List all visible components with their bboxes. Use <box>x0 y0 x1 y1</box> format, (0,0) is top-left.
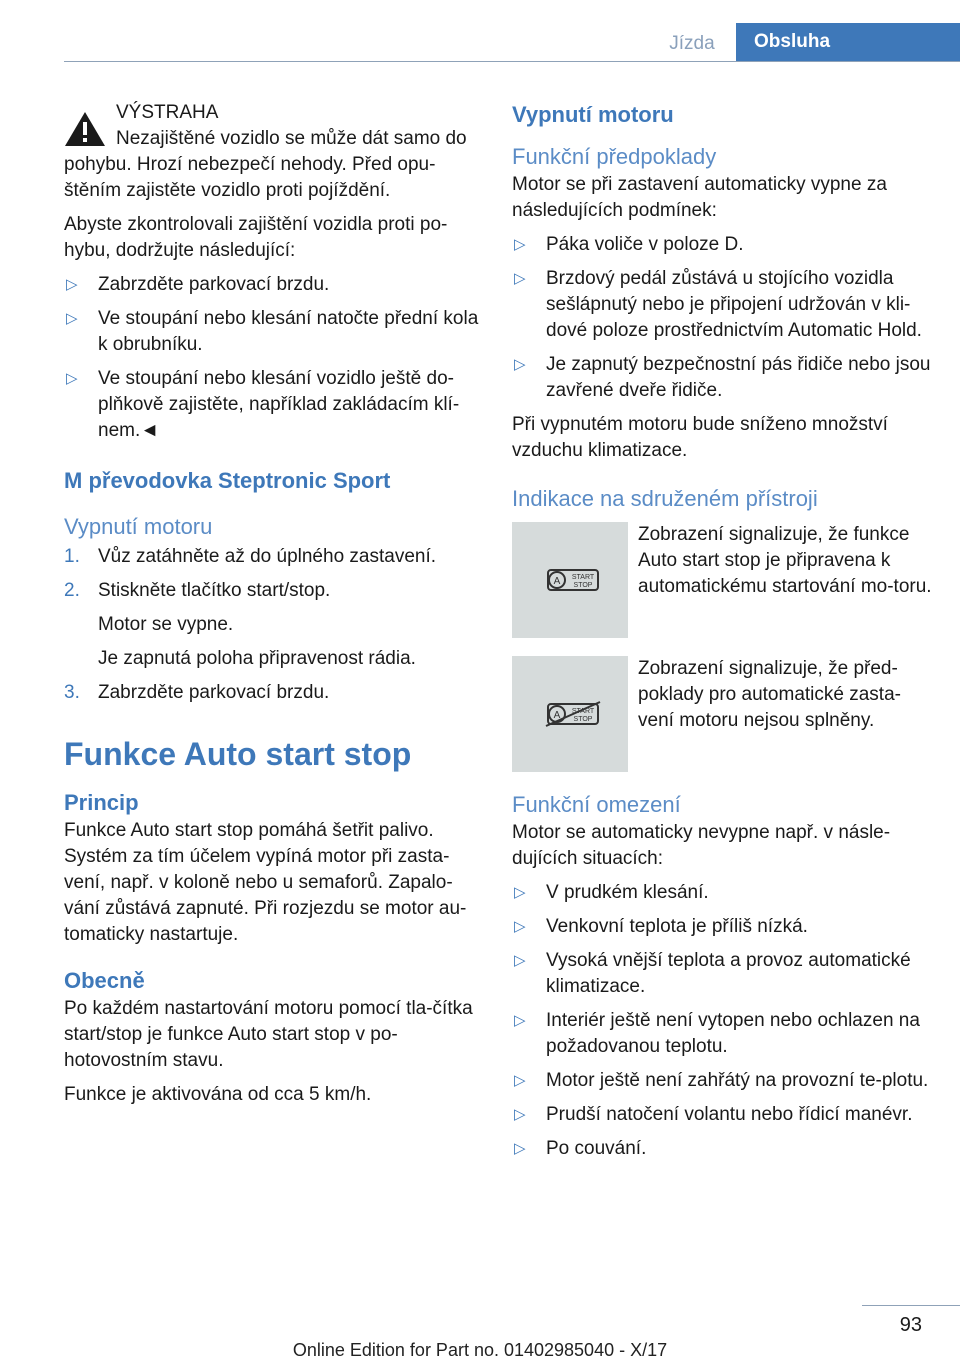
bullet-icon: ▷ <box>514 884 526 901</box>
principle-heading: Princip <box>64 790 139 815</box>
indicator-text-2: Zobrazení signalizuje, že před-poklady pro automatické zasta-vení motoru nejsou splněny. <box>638 658 901 731</box>
list-item <box>64 366 484 444</box>
list-item <box>512 266 932 344</box>
list-item-text: Zabrzděte parkovací brzdu. <box>98 274 330 295</box>
list-item <box>512 880 932 906</box>
auto-start-stop-off-icon <box>512 656 628 772</box>
step-text: Vůz zatáhněte až do úplného zastavení. <box>98 546 437 567</box>
step-sub-text: Je zapnutá poloha připravenost rádia. <box>98 648 416 669</box>
list-item <box>512 1102 932 1128</box>
bullet-icon: ▷ <box>514 356 526 373</box>
bullet-icon: ▷ <box>514 1072 526 1089</box>
step-text: Stiskněte tlačítko start/stop. <box>98 580 331 601</box>
header-rule <box>64 61 960 62</box>
auto-start-stop-icon <box>512 522 628 638</box>
step-number: 3. <box>64 682 80 703</box>
warning-icon <box>64 110 106 148</box>
bullet-icon: ▷ <box>514 952 526 969</box>
left-column <box>64 100 484 1116</box>
bullet-icon: ▷ <box>514 1140 526 1157</box>
general-text-1: Po každém nastartování motoru pomocí tla-čítka start/stop je funkce Auto start stop v po-hotovostním stavu. <box>64 998 473 1071</box>
list-item-text: V prudkém klesání. <box>546 882 709 903</box>
limits-intro: Motor se automaticky nevypne např. v násle-dujících situacích: <box>512 822 891 869</box>
list-item <box>512 914 932 940</box>
bullet-icon: ▷ <box>514 236 526 253</box>
general-text-2: Funkce je aktivována od cca 5 km/h. <box>64 1084 372 1105</box>
list-item <box>512 232 932 258</box>
list-item-text: Ve stoupání nebo klesání natočte přední kola k obrubníku. <box>98 308 479 355</box>
limits-list <box>512 880 932 1162</box>
list-item <box>64 306 484 358</box>
bullet-icon: ▷ <box>66 276 78 293</box>
list-item-text: Po couvání. <box>546 1138 647 1159</box>
list-item <box>64 578 484 672</box>
indicator-row-2 <box>512 656 932 772</box>
list-item-text: Motor ještě není zahřátý na provozní te-plotu. <box>546 1070 929 1091</box>
edition-footer: Online Edition for Part no. 01402985040 - X/17 <box>292 1340 668 1360</box>
right-column <box>512 100 932 1170</box>
main-heading: Funkce Auto start stop <box>64 736 412 772</box>
step-number: 2. <box>64 580 80 601</box>
list-item <box>512 1136 932 1162</box>
bullet-icon: ▷ <box>514 1106 526 1123</box>
steptronic-heading: M převodovka Steptronic Sport <box>64 468 391 493</box>
warning-title: VÝSTRAHA <box>116 102 219 123</box>
warning-text-content: Nezajištěné vozidlo se může dát samo do pohybu. Hrozí nebezpečí nehody. Před opu-štěním zajistěte vozidlo proti pojíždění. <box>64 128 467 201</box>
list-item <box>512 352 932 404</box>
steps-list <box>64 544 484 706</box>
step-text: Zabrzděte parkovací brzdu. <box>98 682 330 703</box>
icon-label-stop: STOP <box>573 582 593 589</box>
icon-label-stop: STOP <box>573 716 593 723</box>
indicator-heading: Indikace na sdruženém přístroji <box>512 486 818 511</box>
indicator-row-1 <box>512 522 932 638</box>
engine-off-heading-right: Vypnutí motoru <box>512 102 674 127</box>
list-item-text: Je zapnutý bezpečnostní pás řidiče nebo jsou zavřené dveře řidiče. <box>546 354 931 401</box>
svg-text:A: A <box>553 576 561 587</box>
icon-label-start: START <box>571 574 595 581</box>
engine-off-heading: Vypnutí motoru <box>64 514 213 539</box>
prereq-list <box>512 232 932 404</box>
step-number: 1. <box>64 546 80 567</box>
prereq-note: Při vypnutém motoru bude sníženo množství vzduchu klimatizace. <box>512 414 888 461</box>
tab-obsluha[interactable]: Obsluha <box>736 23 960 61</box>
list-item-text: Interiér ještě není vytopen nebo ochlazen na požadovanou teplotu. <box>546 1010 920 1057</box>
tab-jizda[interactable]: Jízda <box>669 33 715 54</box>
page-number: 93 <box>899 1314 922 1336</box>
warning-text <box>64 126 484 204</box>
bullet-icon: ▷ <box>514 270 526 287</box>
secure-list <box>64 272 484 444</box>
list-item-text: Venkovní teplota je příliš nízká. <box>546 916 808 937</box>
limits-heading: Funkční omezení <box>512 792 681 817</box>
prereq-intro: Motor se při zastavení automaticky vypne za následujících podmínek: <box>512 174 887 221</box>
list-item-text: Vysoká vnější teplota a provoz automatické klimatizace. <box>546 950 911 997</box>
list-item <box>512 1008 932 1060</box>
prereq-heading: Funkční předpoklady <box>512 144 717 169</box>
bullet-icon: ▷ <box>66 370 78 387</box>
icon-label-start: START <box>571 708 595 715</box>
bullet-icon: ▷ <box>514 1012 526 1029</box>
general-heading: Obecně <box>64 968 145 993</box>
step-sub-text: Motor se vypne. <box>98 614 234 635</box>
list-item-text: Ve stoupání nebo klesání vozidlo ještě do-plňkově zajistěte, například zakládacím klí-nem.◄ <box>98 368 460 441</box>
list-item <box>512 948 932 1000</box>
list-item-text: Brzdový pedál zůstává u stojícího vozidla sešlápnutý nebo je připojení udržován v kli-dové poloze prostřednictvím Automatic Hold. <box>546 268 922 341</box>
bullet-icon: ▷ <box>514 918 526 935</box>
bullet-icon: ▷ <box>66 310 78 327</box>
list-item-text: Páka voliče v poloze D. <box>546 234 744 255</box>
list-item <box>64 680 484 706</box>
indicator-text-1: Zobrazení signalizuje, že funkce Auto start stop je připravena k automatickému startování mo-toru. <box>638 524 932 597</box>
list-item <box>512 1068 932 1094</box>
list-item <box>64 544 484 570</box>
list-item <box>64 272 484 298</box>
principle-text: Funkce Auto start stop pomáhá šetřit palivo. Systém za tím účelem vypíná motor při zasta-vení, např. v koloně nebo u semaforů. Zapalo-vání zůstává zapnuté. Při rozjezdu se motor au-tomaticky nastartuje. <box>64 820 467 945</box>
list-item-text: Prudší natočení volantu nebo řídicí manévr. <box>546 1104 913 1125</box>
footer-rule <box>862 1305 960 1306</box>
svg-text:A: A <box>553 710 561 721</box>
secure-intro: Abyste zkontrolovali zajištění vozidla proti po-hybu, dodržujte následující: <box>64 214 448 261</box>
warning-block <box>64 100 484 126</box>
